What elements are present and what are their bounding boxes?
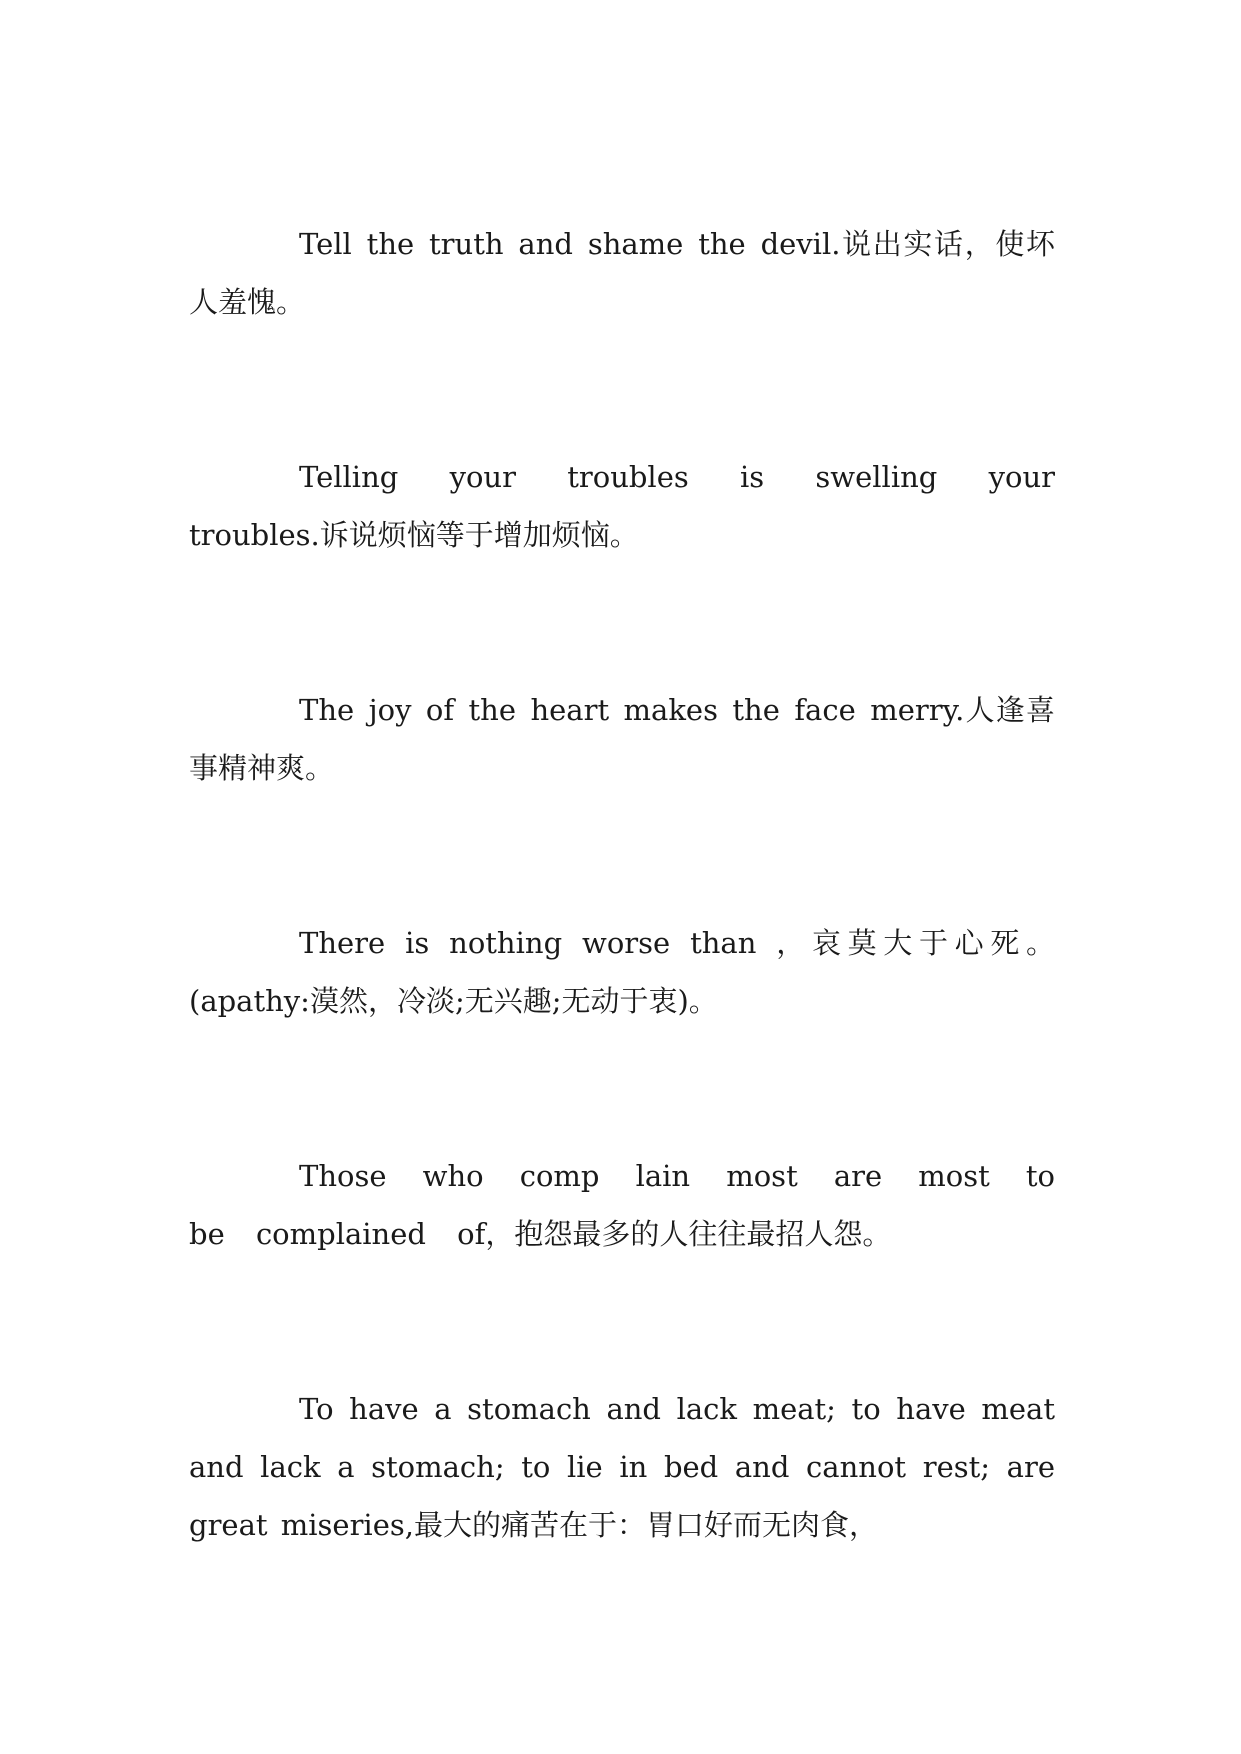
proverb-paragraph-3: The joy of the heart makes the face merry.人逢喜事精神爽。	[189, 693, 1055, 785]
proverb-paragraph-4: There is nothing worse than ，哀莫大于心死。(apathy:漠然，冷淡;无兴趣;无动于衷)。	[189, 926, 1055, 1018]
proverb-paragraph-6: To have a stomach and lack meat; to have meat and lack a stomach; to lie in bed and cannot rest; are great miseries,最大的痛苦在于：胃口好而无肉食，	[189, 1392, 1055, 1542]
proverb-paragraph-2: Telling your troubles is swelling your troubles.诉说烦恼等于增加烦恼。	[189, 460, 1055, 552]
proverb-paragraph-5: Those who comp lain most are most to be complained of，抱怨最多的人往往最招人怨。	[189, 1159, 1055, 1251]
proverb-paragraph-1: Tell the truth and shame the devil.说出实话，使坏人羞愧。	[189, 227, 1055, 319]
